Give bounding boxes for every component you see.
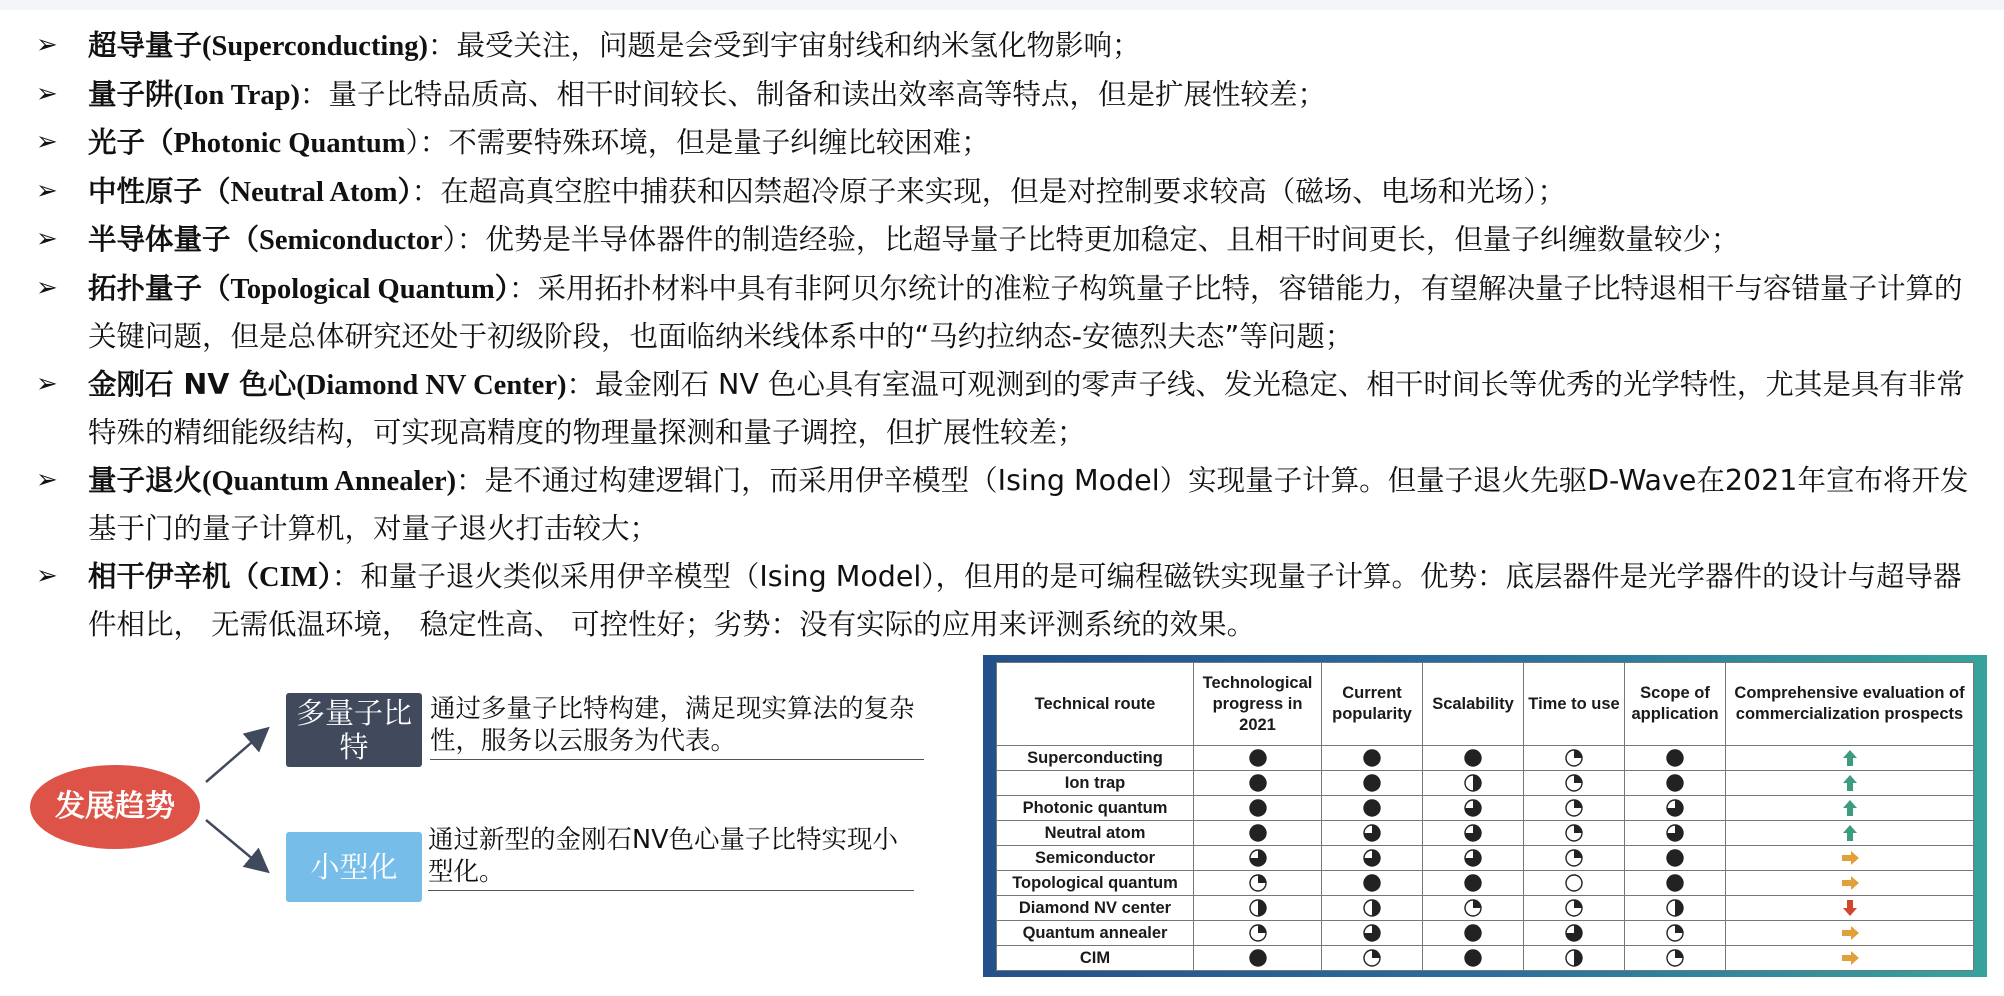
- route-name-cell: Photonic quantum: [997, 796, 1194, 821]
- rating-circle-icon: [1423, 921, 1524, 946]
- multi-qubit-box: 多量子比特: [286, 693, 422, 767]
- prospect-arrow-down-icon: [1726, 896, 1974, 921]
- table-header-cell: Technical route: [997, 663, 1194, 746]
- bullet-term-cn: 半导体量子（: [88, 223, 260, 256]
- prospect-arrow-right-icon: [1726, 921, 1974, 946]
- rating-circle-icon: [1423, 946, 1524, 971]
- bullet-text: ）：优势是半导体器件的制造经验，比超导量子比特更加稳定、且相干时间更长，但量子纠缠数量较少；: [442, 223, 1740, 256]
- bullet-term-en: (Diamond NV Center): [296, 369, 567, 401]
- bullet-term-en: (Quantum Annealer): [202, 465, 457, 497]
- evaluation-table: [996, 662, 1974, 971]
- rating-circle-icon: [1423, 821, 1524, 846]
- rating-circle-icon: [1194, 946, 1322, 971]
- table-row: [997, 771, 1974, 796]
- rating-circle-icon: [1625, 921, 1726, 946]
- route-name-cell: Semiconductor: [997, 846, 1194, 871]
- table-header-cell: Current popularity: [1322, 663, 1423, 746]
- bullet-term-cn: 金刚石 NV 色心: [88, 367, 297, 401]
- table-header-row: [997, 663, 1974, 746]
- prospect-arrow-up-icon: [1726, 771, 1974, 796]
- miniaturization-description: 通过新型的金刚石NV色心量子比特实现小型化。: [428, 824, 914, 891]
- table-header-cell: Scope of application: [1625, 663, 1726, 746]
- bullet-term-cn: 中性原子（: [88, 174, 231, 208]
- rating-circle-icon: [1524, 896, 1625, 921]
- bullet-text: ：最受关注，问题是会受到宇宙射线和纳米氢化物影响；: [427, 29, 1141, 62]
- bullet-item: [34, 361, 1984, 457]
- bullet-term-en: (Superconducting): [202, 31, 428, 62]
- table-row: [997, 796, 1974, 821]
- connector-up: [206, 730, 266, 782]
- bullet-text: ：量子比特品质高、相干时间较长、制备和读出效率高等特点，但是扩展性较差；: [299, 77, 1326, 111]
- rating-circle-icon: [1625, 846, 1726, 871]
- rating-circle-icon: [1625, 746, 1726, 771]
- bullet-item: [34, 265, 1984, 361]
- bullet-arrow-icon: ➢: [36, 464, 58, 495]
- table-header-cell: Comprehensive evaluation of commercialization prospects: [1726, 663, 1974, 746]
- bullet-term-cn: 量子阱: [88, 77, 174, 111]
- route-name-cell: Topological quantum: [997, 871, 1194, 896]
- bullet-arrow-icon: ➢: [36, 272, 58, 303]
- bullet-item: [34, 71, 1984, 120]
- bullet-term-cn: 超导量子: [88, 29, 203, 62]
- bullet-text: ：最金刚石 NV 色心具有室温可观测到的零声子线、发光稳定、相干时间长等优秀的光学特性，尤其是具有非常特殊的精细能级结构，可实现高精度的物理量探测和量子调控，但扩展性较差；: [88, 367, 1965, 449]
- evaluation-table-frame: [983, 655, 1987, 977]
- multi-qubit-description: 通过多量子比特构建，满足现实算法的复杂性，服务以云服务为代表。: [430, 693, 924, 760]
- trend-ellipse: 发展趋势: [30, 765, 200, 849]
- bullet-item: [34, 119, 1984, 168]
- bullet-text: ：采用拓扑材料中具有非阿贝尔统计的准粒子构筑量子比特，容错能力，有望解决量子比特退相干与容错量子计算的关键问题，但是总体研究还处于初级阶段，也面临纳米线体系中的“马约拉纳态-安德烈夫态”等问题；: [88, 271, 1963, 353]
- bullet-arrow-icon: ➢: [36, 30, 58, 60]
- rating-circle-icon: [1194, 921, 1322, 946]
- rating-circle-icon: [1322, 946, 1423, 971]
- table-row: [997, 946, 1974, 971]
- bullet-term-cn: 相干伊辛机（: [88, 559, 260, 593]
- bullet-item: [34, 216, 1984, 265]
- bullet-text: ：是不通过构建逻辑门，而采用伊辛模型（Ising Model）实现量子计算。但量子退火先驱D-Wave在2021年宣布将开发基于门的量子计算机，对量子退火打击较大；: [88, 463, 1969, 545]
- table-row: [997, 846, 1974, 871]
- rating-circle-icon: [1524, 846, 1625, 871]
- table-row: [997, 821, 1974, 846]
- rating-circle-icon: [1194, 871, 1322, 896]
- bullet-item: [34, 457, 1984, 553]
- rating-circle-icon: [1423, 871, 1524, 896]
- prospect-arrow-right-icon: [1726, 846, 1974, 871]
- bullet-arrow-icon: ➢: [36, 78, 58, 109]
- prospect-arrow-right-icon: [1726, 946, 1974, 971]
- rating-circle-icon: [1625, 796, 1726, 821]
- bullet-arrow-icon: ➢: [36, 368, 58, 399]
- bullet-term-cn: 光子（: [88, 126, 174, 159]
- bullet-term-cn: 拓扑量子（: [88, 271, 231, 305]
- route-name-cell: Quantum annealer: [997, 921, 1194, 946]
- bullet-arrow-icon: ➢: [36, 175, 58, 206]
- table-row: [997, 896, 1974, 921]
- rating-circle-icon: [1194, 896, 1322, 921]
- table-header-cell: Scalability: [1423, 663, 1524, 746]
- route-name-cell: Diamond NV center: [997, 896, 1194, 921]
- rating-circle-icon: [1322, 771, 1423, 796]
- table-row: [997, 871, 1974, 896]
- rating-circle-icon: [1194, 746, 1322, 771]
- rating-circle-icon: [1194, 796, 1322, 821]
- rating-circle-icon: [1423, 746, 1524, 771]
- prospect-arrow-up-icon: [1726, 821, 1974, 846]
- rating-circle-icon: [1524, 821, 1625, 846]
- rating-circle-icon: [1322, 871, 1423, 896]
- route-name-cell: Ion trap: [997, 771, 1194, 796]
- bullet-item: [34, 168, 1984, 217]
- rating-circle-icon: [1524, 746, 1625, 771]
- rating-circle-icon: [1322, 896, 1423, 921]
- miniaturization-box: 小型化: [286, 832, 422, 902]
- rating-circle-icon: [1423, 796, 1524, 821]
- rating-circle-icon: [1524, 796, 1625, 821]
- route-name-cell: Superconducting: [997, 746, 1194, 771]
- rating-circle-icon: [1423, 771, 1524, 796]
- rating-circle-icon: [1194, 771, 1322, 796]
- bullet-text: ）：不需要特殊环境，但是量子纠缠比较困难；: [405, 126, 990, 159]
- rating-circle-icon: [1194, 846, 1322, 871]
- bullet-text: ：在超高真空腔中捕获和囚禁超冷原子来实现，但是对控制要求较高（磁场、电场和光场）；: [411, 174, 1567, 208]
- bullet-arrow-icon: ➢: [36, 224, 58, 254]
- prospect-arrow-right-icon: [1726, 871, 1974, 896]
- route-name-cell: Neutral atom: [997, 821, 1194, 846]
- rating-circle-icon: [1625, 946, 1726, 971]
- bullet-item: [34, 22, 1984, 71]
- rating-circle-icon: [1322, 846, 1423, 871]
- rating-circle-icon: [1625, 896, 1726, 921]
- bullet-text: ：和量子退火类似采用伊辛模型（Ising Model），但用的是可编程磁铁实现量子计算。优势：底层器件是光学器件的设计与超导器件相比， 无需低温环境， 稳定性高、 可控性好；劣势：没有实际的应用来评测系统的效果。: [88, 559, 1962, 641]
- rating-circle-icon: [1322, 796, 1423, 821]
- bullet-item: [34, 553, 1984, 649]
- bullet-arrow-icon: ➢: [36, 560, 58, 591]
- route-name-cell: CIM: [997, 946, 1194, 971]
- rating-circle-icon: [1322, 921, 1423, 946]
- bullet-term-cn: 量子退火: [88, 463, 203, 497]
- rating-circle-icon: [1625, 771, 1726, 796]
- top-strip: [0, 0, 2004, 10]
- rating-circle-icon: [1524, 771, 1625, 796]
- trend-connectors: [190, 720, 290, 880]
- rating-circle-icon: [1423, 846, 1524, 871]
- table-body: [997, 746, 1974, 971]
- connector-down: [206, 820, 266, 870]
- bullet-term-en: Topological Quantum）: [230, 273, 509, 305]
- rating-circle-icon: [1625, 871, 1726, 896]
- bullet-term-en: Photonic Quantum: [173, 128, 406, 159]
- bullet-term-en: Neutral Atom）: [230, 176, 412, 208]
- table-header-cell: Technological progress in 2021: [1194, 663, 1322, 746]
- bullet-arrow-icon: ➢: [36, 127, 58, 157]
- table-header-cell: Time to use: [1524, 663, 1625, 746]
- table-row: [997, 921, 1974, 946]
- bullet-list: [34, 22, 1984, 649]
- rating-circle-icon: [1194, 821, 1322, 846]
- bullet-term-en: CIM）: [259, 561, 332, 593]
- table-row: [997, 746, 1974, 771]
- rating-circle-icon: [1322, 746, 1423, 771]
- bullet-term-en: Semiconductor: [259, 225, 443, 256]
- bullet-term-en: (Ion Trap): [173, 79, 300, 111]
- rating-circle-icon: [1524, 946, 1625, 971]
- rating-circle-icon: [1524, 921, 1625, 946]
- prospect-arrow-up-icon: [1726, 746, 1974, 771]
- rating-circle-icon: [1322, 821, 1423, 846]
- rating-circle-icon: [1625, 821, 1726, 846]
- prospect-arrow-up-icon: [1726, 796, 1974, 821]
- rating-circle-icon: [1524, 871, 1625, 896]
- rating-circle-icon: [1423, 896, 1524, 921]
